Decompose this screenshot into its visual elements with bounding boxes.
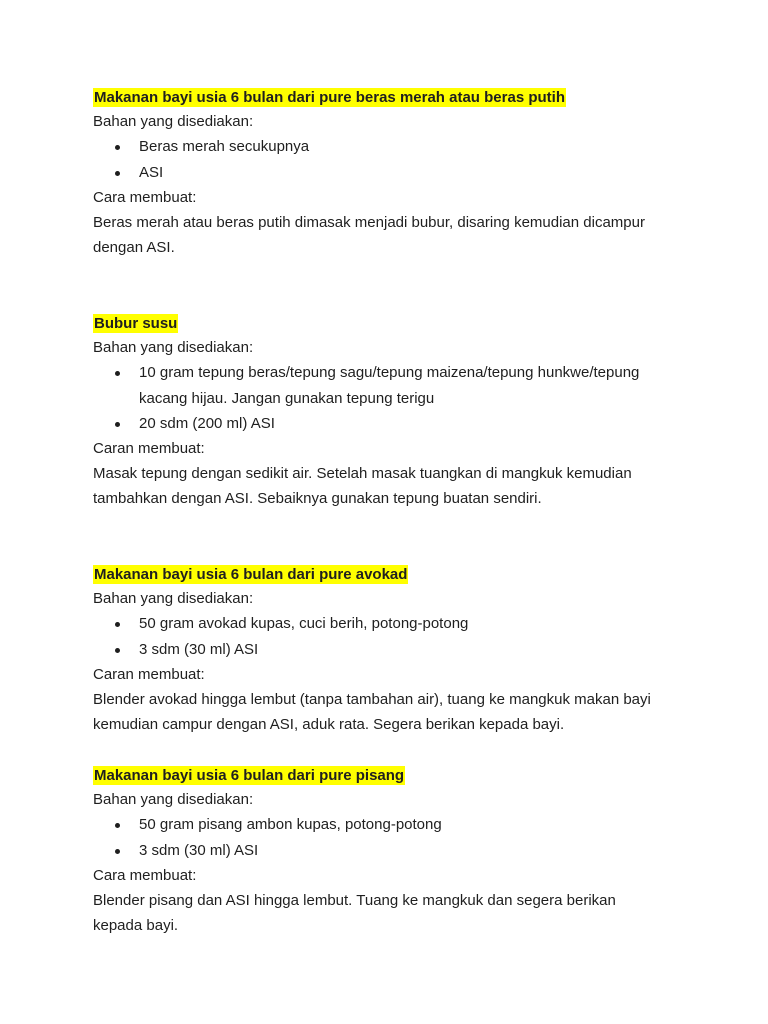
bullet-icon (115, 622, 120, 627)
ingredients-label: Bahan yang disediakan: (93, 339, 254, 357)
bullet-icon (115, 145, 120, 150)
method-label: Cara membuat: (93, 866, 197, 884)
ingredient-text: 20 sdm (200 ml) ASI (139, 414, 275, 432)
method-label: Cara membuat: (93, 188, 197, 206)
recipe-section (93, 561, 693, 737)
ingredients-label: Bahan yang disediakan: (93, 590, 254, 608)
method-label: Caran membuat: (93, 665, 205, 683)
ingredients-label: Bahan yang disediakan: (93, 113, 254, 131)
ingredients-list (93, 360, 693, 436)
ingredient-text: 50 gram pisang ambon kupas, potong-potong (139, 816, 442, 834)
ingredient-text: ASI (139, 163, 164, 181)
ingredients-list (93, 611, 693, 661)
recipe-title-line (93, 84, 693, 109)
ingredient-text: 10 gram tepung beras/tepung sagu/tepung maizena/tepung hunkwe/tepung kacang hijau. Jangan gunakan tepung terigu (139, 364, 640, 407)
bullet-icon (115, 849, 120, 854)
list-item (93, 360, 659, 410)
ingredient-text: Beras merah secukupnya (139, 138, 310, 156)
recipe-title: Makanan bayi usia 6 bulan dari pure beras merah atau beras putih (94, 88, 565, 106)
recipe-title: Bubur susu (94, 314, 178, 332)
recipe-section (93, 310, 693, 512)
list-item (93, 637, 693, 662)
list-item (93, 812, 693, 837)
ingredients-list (93, 812, 693, 862)
list-item (93, 134, 693, 159)
bullet-icon (115, 171, 120, 176)
recipe-title-line (93, 310, 693, 335)
recipe-title: Makanan bayi usia 6 bulan dari pure avokad (94, 565, 408, 583)
bullet-icon (115, 823, 120, 828)
recipe-section (93, 84, 693, 260)
ingredients-label: Bahan yang disediakan: (93, 791, 254, 809)
bullet-icon (115, 371, 120, 376)
method-text: Masak tepung dengan sedikit air. Setelah masak tuangkan di mangkuk kemudian tambahkan dengan ASI. Sebaiknya gunakan tepung buatan sendiri. (93, 465, 632, 508)
list-item (93, 838, 693, 863)
method-text: Blender pisang dan ASI hingga lembut. Tuang ke mangkuk dan segera berikan kepada bayi. (93, 891, 616, 935)
bullet-icon (115, 648, 120, 653)
recipe-section (93, 762, 693, 938)
method-text: Beras merah atau beras putih dimasak menjadi bubur, disaring kemudian dicampur dengan ASI. (93, 213, 645, 257)
method-text: Blender avokad hingga lembut (tanpa tambahan air), tuang ke mangkuk makan bayi kemudian campur dengan ASI, aduk rata. Segera berikan kepada bayi. (93, 690, 651, 734)
list-item (93, 160, 693, 185)
ingredient-text: 50 gram avokad kupas, cuci berih, potong-potong (139, 615, 469, 633)
ingredient-text: 3 sdm (30 ml) ASI (139, 841, 259, 859)
ingredients-list (93, 134, 693, 184)
recipe-title-line (93, 561, 693, 586)
list-item (93, 411, 659, 436)
recipe-title: Makanan bayi usia 6 bulan dari pure pisang (94, 766, 405, 784)
list-item (93, 611, 693, 636)
bullet-icon (115, 422, 120, 427)
ingredient-text: 3 sdm (30 ml) ASI (139, 640, 259, 658)
recipe-title-line (93, 762, 693, 787)
method-label: Caran membuat: (93, 439, 205, 457)
